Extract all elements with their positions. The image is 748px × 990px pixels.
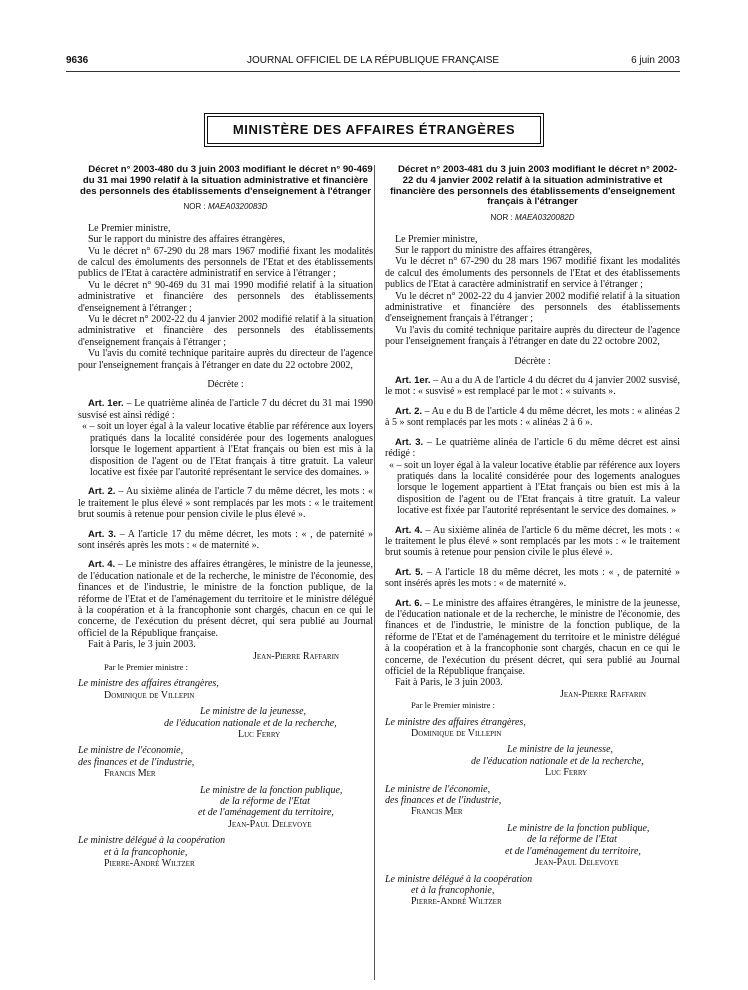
column-divider [374, 165, 375, 980]
article-text: – A l'article 17 du même décret, les mots : « , de paternité » sont insérés après les mots : « de maternité ». [78, 528, 373, 551]
decree-left-column [78, 165, 373, 870]
header-rule [66, 71, 680, 72]
article-3 [78, 529, 373, 552]
article-label: Art. 4. [395, 524, 423, 536]
signatory-role: de l'éducation nationale et de la recherche, [471, 755, 644, 767]
signatory-role: de l'éducation nationale et de la recherche, [164, 717, 337, 729]
signature-block [385, 874, 680, 908]
signatory-role: Le ministre des affaires étrangères, [385, 716, 526, 728]
article-text: – Au sixième alinéa de l'article 7 du même décret, les mots : « le traitement le plus élevé » sont remplacés par les mots : « le traitement brut soumis à retenue pour pension civile le plus élevé ». [78, 486, 373, 521]
article-2 [78, 486, 373, 520]
article-label: Art. 1er. [88, 398, 124, 410]
decree-title: Décret n° 2003-481 du 3 juin 2003 modifiant le décret n° 2002-22 du 4 janvier 2002 relatif à la situation administrative et financière des personnels des établissements d'enseignement français à l'étranger [390, 164, 678, 208]
page-number: 9636 [66, 55, 89, 66]
paragraph: Vu le décret n° 67-290 du 28 mars 1967 modifié fixant les modalités de calcul des émoluments des personnels de l'Etat et des établissements publics de l'Etat à caractère administratif en service à l'étranger ; [385, 256, 680, 291]
article-label: Art. 5. [395, 566, 424, 578]
article-text: – Au a du A de l'article 4 du décret du 4 janvier 2002 susvisé, le mot : « susvisé » est remplacé par le mot : « suivants ». [385, 375, 680, 398]
article-label: Art. 2. [395, 405, 422, 417]
paragraph: Vu l'avis du comité technique paritaire auprès du directeur de l'agence pour l'enseignement français à l'étranger en date du 22 octobre 2002, [385, 324, 680, 348]
signatory-name: Francis Mer [411, 806, 463, 818]
signatory-name: Francis Mer [104, 768, 156, 780]
signatory-role: Le ministre de l'économie, [385, 783, 491, 795]
paragraph: Vu le décret n° 90-469 du 31 mai 1990 modifié relatif à la situation administrative et financière des personnels des établissements d'enseignement à l'étranger ; [78, 279, 373, 314]
nor-code: MAEA0320083D [207, 202, 268, 212]
article-label: Art. 4. [88, 559, 116, 571]
by-prime-minister: Par le Premier ministre : [411, 700, 496, 711]
signature-block [78, 706, 373, 740]
decree-right-column [385, 165, 680, 908]
signature-block [385, 823, 680, 869]
article-label: Art. 6. [395, 597, 423, 609]
signatory-name: Luc Ferry [238, 729, 281, 741]
signatory-role: Le ministre délégué à la coopération [78, 835, 226, 847]
article-text: – Le quatrième alinéa de l'article 6 du même décret est ainsi rédigé : [385, 436, 680, 460]
signatory-role: des finances et de l'industrie, [385, 795, 502, 807]
article-1 [385, 375, 680, 398]
article-text: – Le ministre des affaires étrangères, le ministre de la jeunesse, de l'éducation nationale et de la recherche, le ministre de l'économie, des finances et de l'industrie, le ministre de la fonction publique, de la réforme de l'Etat et de l'aménagement du territoire et le ministre délégué à la coopération et à la francophonie sont chargés, chacun en ce qui le concerne, de l'exécution du présent décret, qui sera publié au Journal officiel de la République française. [78, 559, 373, 639]
signature-prime-minister: Jean-Pierre Raffarin [560, 688, 646, 700]
nor-reference [78, 201, 373, 212]
issue-date: 6 juin 2003 [631, 55, 680, 66]
done-at: Fait à Paris, le 3 juin 2003. [395, 677, 503, 689]
paragraph: Vu le décret n° 2002-22 du 4 janvier 2002 modifié relatif à la situation administrative et financière des personnels des établissements d'enseignement français à l'étranger ; [385, 290, 680, 325]
paragraph: Le Premier ministre, [395, 233, 478, 245]
signatory-role: et de l'aménagement du territoire, [198, 807, 334, 819]
paragraph: Vu le décret n° 2002-22 du 4 janvier 2002 modifié relatif à la situation administrative et financière des personnels des établissements d'enseignement français à l'étranger ; [78, 314, 373, 348]
article-text: – Le ministre des affaires étrangères, le ministre de la jeunesse, de l'éducation nationale et de la recherche, le ministre de l'économie, des finances et de l'industrie, le ministre de la fonction publique, de la réforme de l'Etat et de l'aménagement du territoire et le ministre délégué à la coopération et à la francophonie sont chargés, chacun en ce qui le concerne, de l'exécution du présent décret, qui sera publié au Journal officiel de la République française. [385, 597, 680, 677]
signatory-role: Le ministre délégué à la coopération [385, 873, 533, 885]
signatory-role: Le ministre de l'économie, [78, 745, 184, 757]
signature-block [385, 717, 680, 740]
decree-title: Décret n° 2003-480 du 3 juin 2003 modifiant le décret n° 90-469 du 31 mai 1990 relatif à la situation administrative et financière des personnels des établissements d'enseignement à l'étranger [80, 164, 373, 197]
paragraph: Sur le rapport du ministre des affaires étrangères, [395, 245, 592, 256]
signatory-role: Le ministre de la fonction publique, [507, 822, 650, 834]
signatory-name: Luc Ferry [545, 767, 588, 779]
article-4 [385, 525, 680, 559]
nor-label: NOR : [490, 213, 513, 223]
article-6 [385, 598, 680, 678]
article-text: – A l'article 18 du même décret, les mots : « , de paternité » sont insérés après les mots : « de maternité ». [385, 566, 680, 590]
paragraph: Vu le décret n° 67-290 du 28 mars 1967 modifié fixant les modalités de calcul des émoluments des personnels de l'Etat et des établissements publics de l'Etat à caractère administratif en service à l'étranger ; [78, 245, 373, 280]
signatory-role: Le ministre de la fonction publique, [200, 784, 343, 796]
signatory-role: de la réforme de l'Etat [527, 834, 617, 846]
signatory-name: Pierre-André Wiltzer [104, 858, 195, 870]
article-label: Art. 2. [88, 486, 116, 498]
nor-code: MAEA0320082D [514, 213, 575, 223]
article-text: – Au e du B de l'article 4 du même décret, les mots : « alinéas 2 à 5 » sont remplacés par les mots : « alinéas 2 à 6 ». [385, 405, 680, 429]
article-text: – Le quatrième alinéa de l'article 7 du décret du 31 mai 1990 susvisé est ainsi rédigé : [78, 398, 373, 421]
article-quote: « – soit un loyer égal à la valeur locative établie par référence aux loyers pratiqués dans la localité considérée pour des logements analogues lorsque le logement appartient à l'Etat français ou bien est mis à la disposition de l'agent ou de l'Etat français à titre gratuit. La valeur locative est fixée par l'autorité représentant le service des domaines. » [389, 459, 680, 517]
article-label: Art. 3. [395, 436, 424, 448]
signature-block [78, 835, 373, 869]
article-4 [78, 559, 373, 639]
signature-block [78, 745, 373, 779]
decrete-heading: Décrète : [514, 355, 551, 367]
paragraph: Vu l'avis du comité technique paritaire auprès du directeur de l'agence pour l'enseignement français à l'étranger en date du 22 octobre 2002, [78, 348, 373, 371]
ministry-heading: MINISTÈRE DES AFFAIRES ÉTRANGÈRES [207, 116, 541, 144]
signature-prime-minister: Jean-Pierre Raffarin [253, 650, 339, 662]
nor-reference [385, 212, 680, 223]
signature-block [385, 744, 680, 778]
article-5 [385, 567, 680, 590]
signatory-name: Pierre-André Wiltzer [411, 896, 502, 908]
signatory-role: Le ministre de la jeunesse, [200, 706, 307, 718]
signatory-role: de la réforme de l'Etat [220, 796, 310, 808]
article-label: Art. 3. [88, 528, 117, 540]
signatory-role: Le ministre de la jeunesse, [507, 744, 614, 756]
signature-block [78, 785, 373, 831]
signature-block [385, 784, 680, 818]
signatory-name: Dominique de Villepin [411, 728, 502, 740]
signatory-role: des finances et de l'industrie, [78, 756, 195, 768]
signature-block [78, 678, 373, 701]
page-header [66, 55, 680, 71]
nor-label: NOR : [183, 202, 206, 212]
article-quote: « – soit un loyer égal à la valeur locative établie par référence aux loyers pratiqués dans la localité considérée pour des logements analogues lorsque le logement appartient à l'Etat français ou bien est mis à la disposition de l'agent ou de l'Etat français à titre gratuit. La valeur locative est fixée par l'autorité représentant le service des domaines. » [82, 421, 373, 478]
signatory-name: Dominique de Villepin [104, 689, 195, 701]
signatory-role: et de l'aménagement du territoire, [505, 845, 641, 857]
decrete-heading: Décrète : [207, 379, 244, 391]
paragraph: Sur le rapport du ministre des affaires étrangères, [88, 234, 285, 246]
signatory-role: Le ministre des affaires étrangères, [78, 678, 219, 690]
article-2 [385, 406, 680, 429]
article-label: Art. 1er. [395, 375, 431, 387]
done-at: Fait à Paris, le 3 juin 2003. [88, 639, 196, 651]
article-1 [78, 398, 373, 421]
article-3 [385, 437, 680, 460]
journal-title: JOURNAL OFFICIEL DE LA RÉPUBLIQUE FRANÇAISE [246, 55, 500, 66]
signatory-name: Jean-Paul Delevoye [535, 857, 619, 869]
signatory-role: et à la francophonie, [104, 846, 188, 858]
article-text: – Au sixième alinéa de l'article 6 du même décret, les mots : « le traitement le plus élevé » sont remplacés par les mots : « le traitement brut soumis à retenue pour pension civile le plus élevé ». [385, 524, 680, 559]
by-prime-minister: Par le Premier ministre : [104, 662, 189, 673]
signatory-name: Jean-Paul Delevoye [228, 818, 312, 830]
paragraph: Le Premier ministre, [88, 222, 171, 234]
signatory-role: et à la francophonie, [411, 884, 495, 896]
